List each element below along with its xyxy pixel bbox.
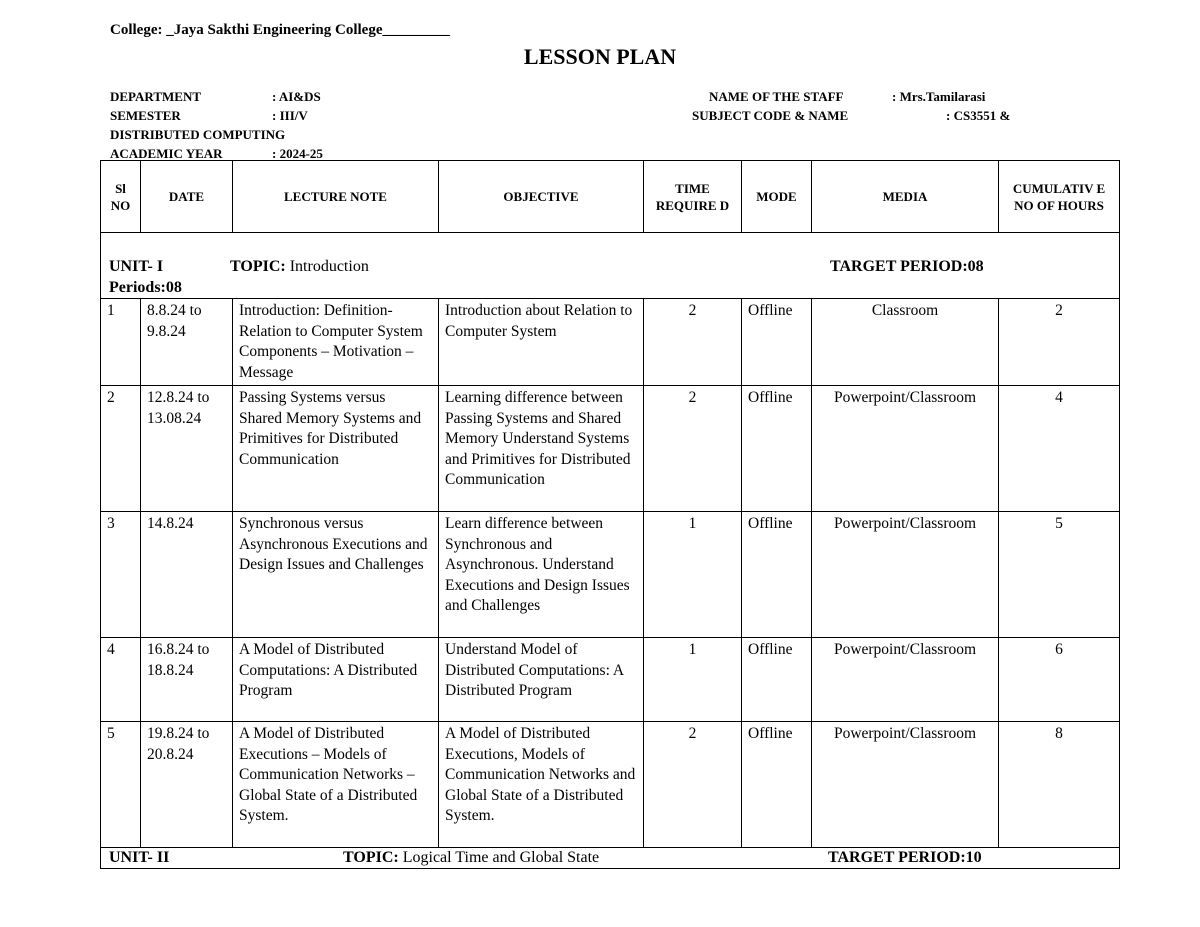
cell-media: Powerpoint/Classroom <box>812 512 999 638</box>
cell-sl: 5 <box>101 722 141 848</box>
table-row <box>101 299 1120 386</box>
cell-time: 1 <box>644 638 742 722</box>
cell-media: Classroom <box>812 299 999 386</box>
col-header-time: TIME REQUIRE D <box>644 161 742 233</box>
subject-name-continued: DISTRIBUTED COMPUTING <box>110 127 286 142</box>
page-title: LESSON PLAN <box>523 44 677 69</box>
cell-lecture: Introduction: Definition- Relation to Computer System Components – Motivation – Message <box>233 299 439 386</box>
cell-media: Powerpoint/Classroom <box>812 722 999 848</box>
cell-date: 12.8.24 to 13.08.24 <box>141 386 233 512</box>
unit-1-topic: Introduction <box>289 258 369 275</box>
cell-lecture: A Model of Distributed Executions – Models of Communication Networks – Global State of a Distributed System. <box>233 722 439 848</box>
unit-1-row <box>101 233 1120 299</box>
cell-objective: Understand Model of Distributed Computations: A Distributed Program <box>439 638 644 722</box>
academic-year-value: : 2024-25 <box>272 146 323 161</box>
table-row <box>101 638 1120 722</box>
cell-lecture: Synchronous versus Asynchronous Executions and Design Issues and Challenges <box>233 512 439 638</box>
cell-mode: Offline <box>742 299 812 386</box>
staff-label: NAME OF THE STAFF <box>709 89 844 104</box>
cell-objective: A Model of Distributed Executions, Models of Communication Networks and Global State of a Distributed System. <box>439 722 644 848</box>
academic-year-label: ACADEMIC YEAR <box>110 146 223 161</box>
unit-2-row <box>101 848 1120 869</box>
cell-mode: Offline <box>742 722 812 848</box>
cell-media: Powerpoint/Classroom <box>812 638 999 722</box>
cell-lecture: Passing Systems versus Shared Memory Systems and Primitives for Distributed Communication <box>233 386 439 512</box>
cell-cumulative: 2 <box>999 299 1120 386</box>
cell-time: 2 <box>644 299 742 386</box>
cell-time: 1 <box>644 512 742 638</box>
unit-2-topic: Logical Time and Global State <box>402 849 600 866</box>
unit-1-topic-label: TOPIC: <box>230 258 286 275</box>
cell-sl: 2 <box>101 386 141 512</box>
subject-code-label: SUBJECT CODE & NAME <box>692 108 849 123</box>
college-name: College: _Jaya Sakthi Engineering College_________ <box>110 22 450 38</box>
cell-date: 19.8.24 to 20.8.24 <box>141 722 233 848</box>
cell-media: Powerpoint/Classroom <box>812 386 999 512</box>
unit-1-target: TARGET PERIOD:08 <box>830 258 984 275</box>
table-row <box>101 722 1120 848</box>
cell-objective: Learn difference between Synchronous and Asynchronous. Understand Executions and Design Issues and Challenges <box>439 512 644 638</box>
cell-cumulative: 8 <box>999 722 1120 848</box>
cell-cumulative: 6 <box>999 638 1120 722</box>
cell-mode: Offline <box>742 386 812 512</box>
col-header-cumulative: CUMULATIV E NO OF HOURS <box>999 161 1120 233</box>
table-row <box>101 386 1120 512</box>
col-header-objective: OBJECTIVE <box>439 161 644 233</box>
cell-cumulative: 5 <box>999 512 1120 638</box>
cell-date: 14.8.24 <box>141 512 233 638</box>
cell-mode: Offline <box>742 512 812 638</box>
lesson-plan-table <box>100 160 1120 869</box>
cell-time: 2 <box>644 386 742 512</box>
cell-time: 2 <box>644 722 742 848</box>
semester-label: SEMESTER <box>110 108 181 123</box>
subject-code-value: : CS3551 & <box>946 108 1011 123</box>
unit-2-topic-label: TOPIC: <box>343 849 399 866</box>
cell-sl: 1 <box>101 299 141 386</box>
unit-2-target: TARGET PERIOD:10 <box>828 849 982 866</box>
cell-date: 16.8.24 to 18.8.24 <box>141 638 233 722</box>
cell-objective: Learning difference between Passing Systems and Shared Memory Understand Systems and Primitives for Distributed Communication <box>439 386 644 512</box>
cell-objective: Introduction about Relation to Computer System <box>439 299 644 386</box>
col-header-mode: MODE <box>742 161 812 233</box>
cell-sl: 4 <box>101 638 141 722</box>
unit-1-periods: Periods:08 <box>109 278 182 296</box>
cell-lecture: A Model of Distributed Computations: A Distributed Program <box>233 638 439 722</box>
cell-cumulative: 4 <box>999 386 1120 512</box>
unit-1-label: UNIT- I <box>109 258 164 275</box>
department-value: : AI&DS <box>272 89 321 104</box>
table-header-row <box>101 161 1120 233</box>
col-header-media: MEDIA <box>812 161 999 233</box>
semester-value: : III/V <box>272 108 308 123</box>
col-header-sl: Sl NO <box>101 161 141 233</box>
staff-value: : Mrs.Tamilarasi <box>892 89 986 104</box>
col-header-date: DATE <box>141 161 233 233</box>
col-header-lecture: LECTURE NOTE <box>233 161 439 233</box>
cell-mode: Offline <box>742 638 812 722</box>
table-row <box>101 512 1120 638</box>
department-label: DEPARTMENT <box>110 89 202 104</box>
unit-2-label: UNIT- II <box>109 849 170 866</box>
cell-date: 8.8.24 to 9.8.24 <box>141 299 233 386</box>
cell-sl: 3 <box>101 512 141 638</box>
